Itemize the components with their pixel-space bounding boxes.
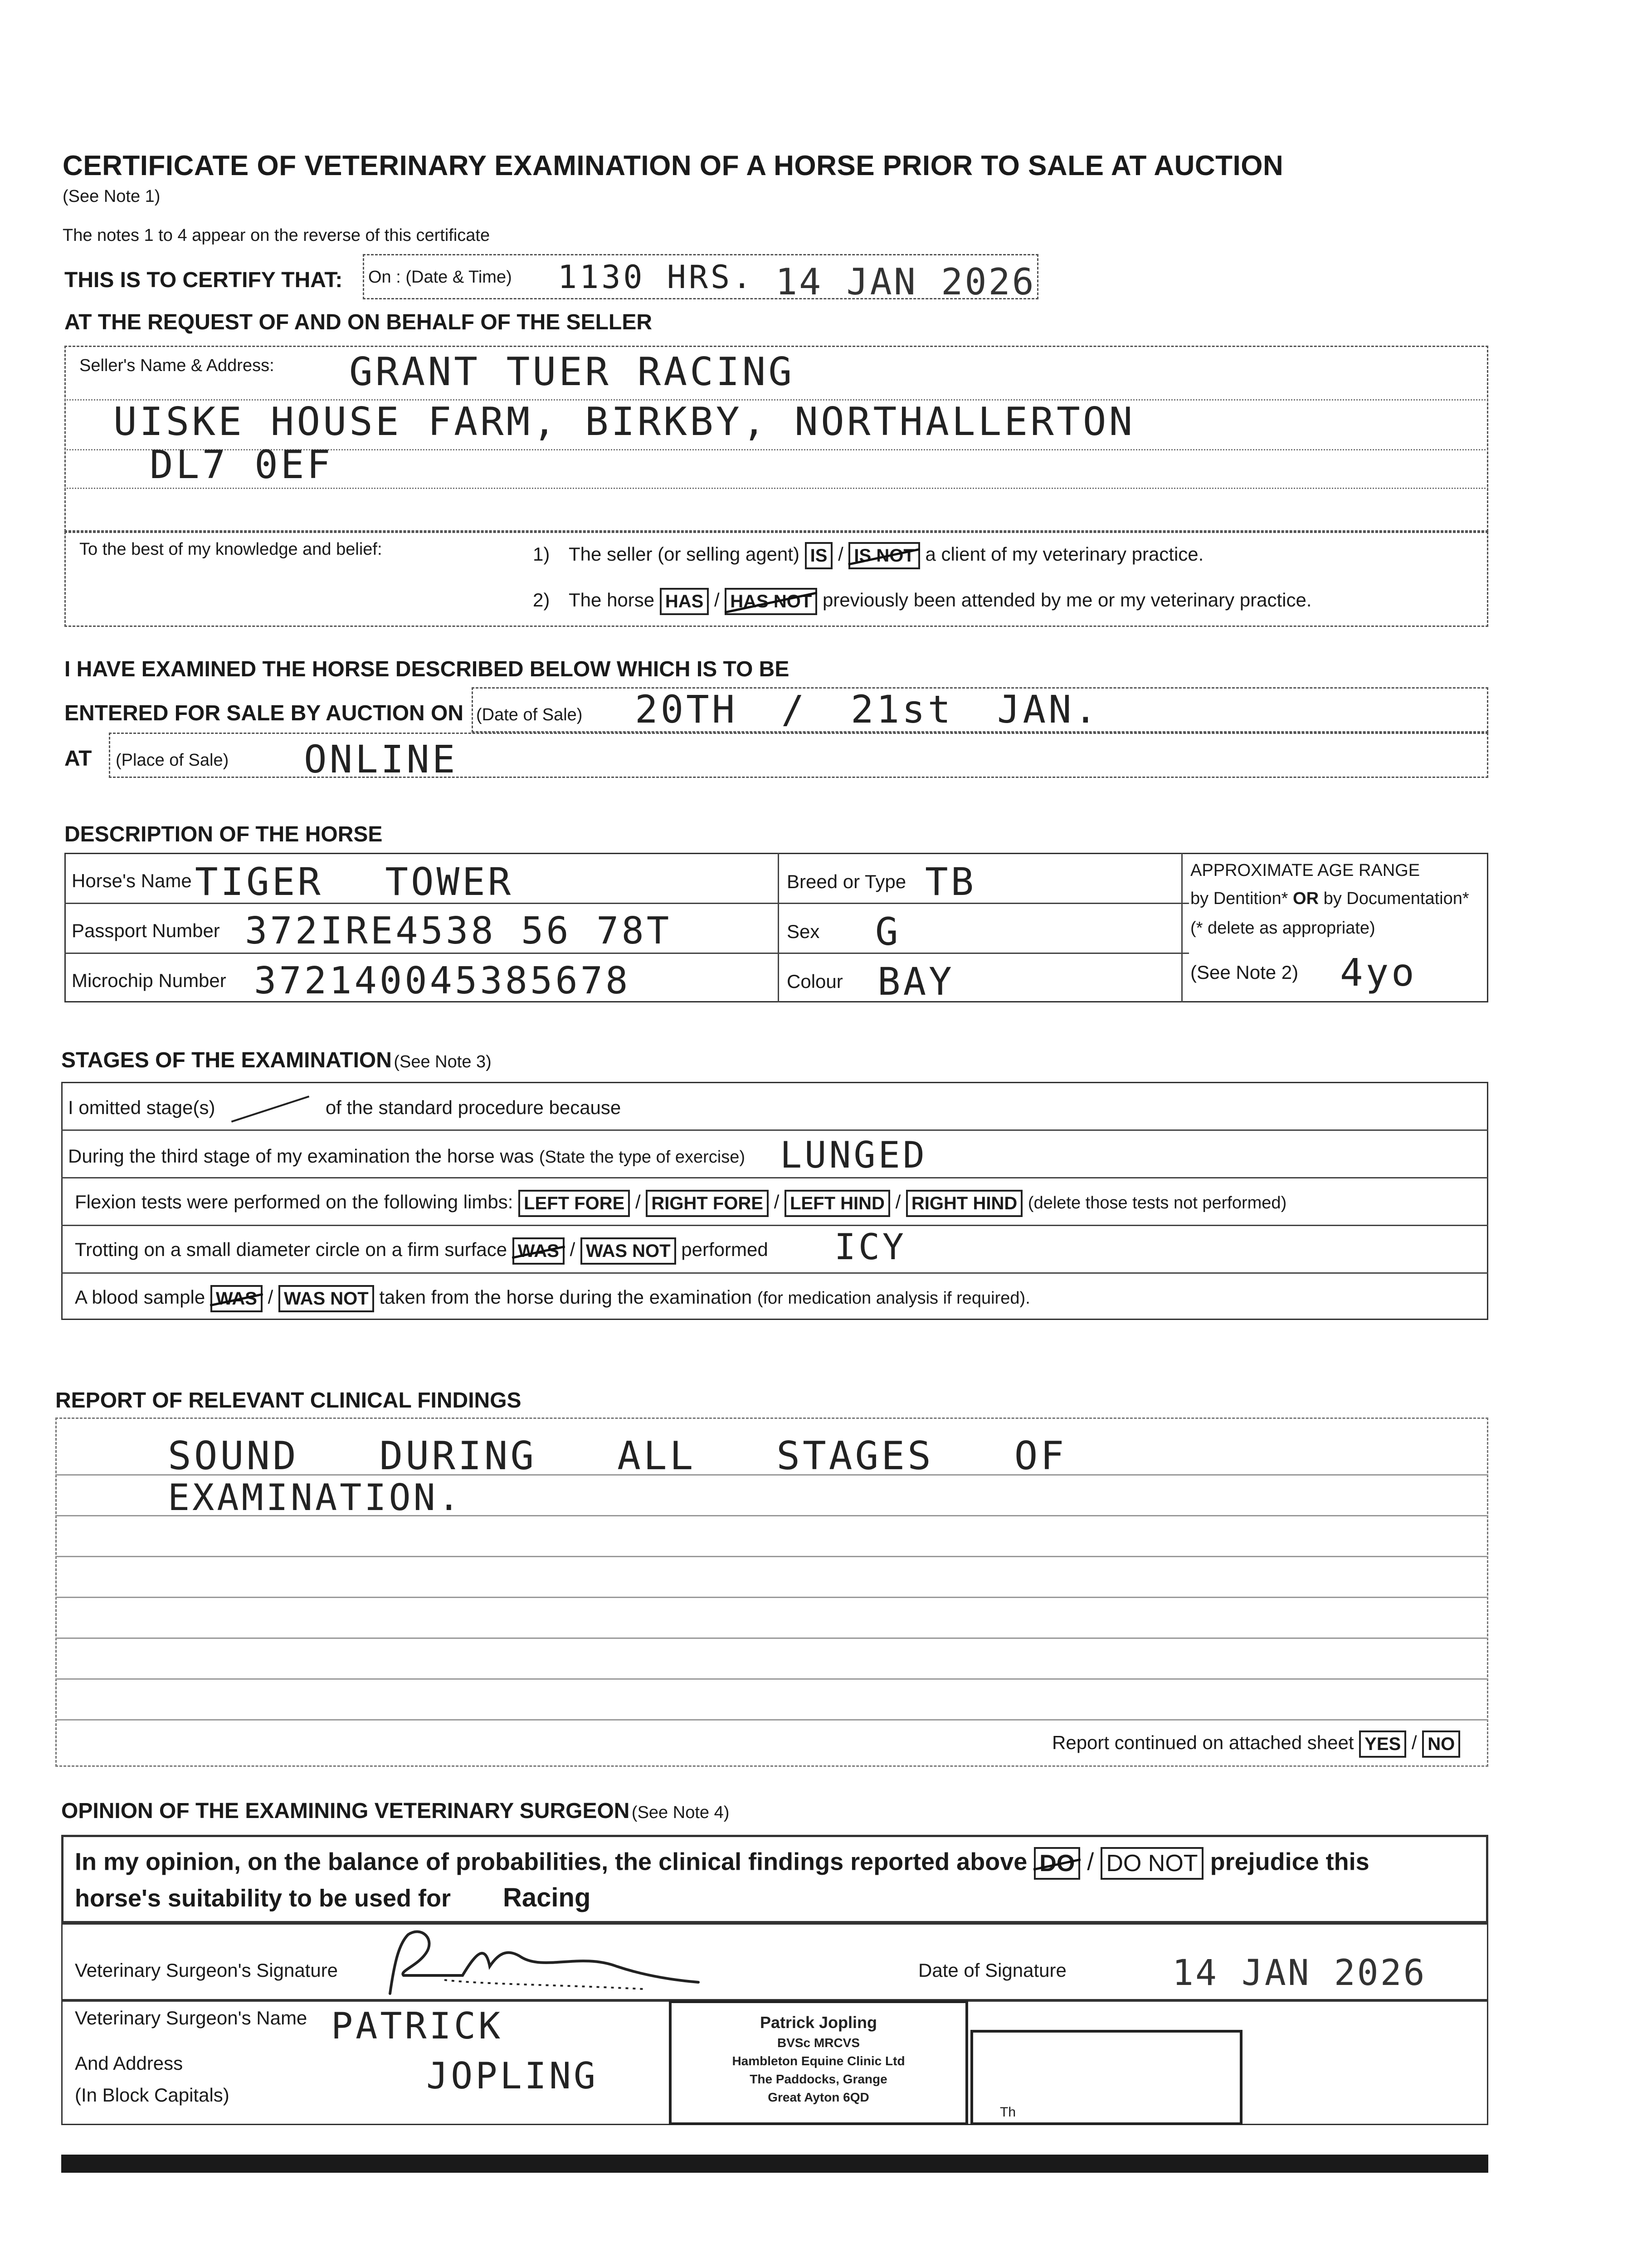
trot-row [75, 1237, 768, 1265]
age-heading: APPROXIMATE AGE RANGE [1190, 861, 1420, 880]
belief-item1-pre: The seller (or selling agent) [569, 543, 799, 565]
notes-line: The notes 1 to 4 appear on the reverse of this certificate [63, 226, 490, 245]
stamp-line5: Great Ayton 6QD [768, 2090, 869, 2104]
microchip-label: Microchip Number [72, 970, 226, 991]
belief-item1-num: 1) [533, 543, 550, 565]
option-separator: / [838, 543, 843, 565]
option-separator: / [570, 1239, 575, 1261]
third-stage-value: LUNGED [780, 1134, 927, 1176]
blood-post: taken from the horse during the examination [379, 1286, 752, 1308]
bottom-band [61, 2155, 1488, 2173]
entered-label: ENTERED FOR SALE BY AUCTION ON [64, 701, 464, 725]
on-time-value: 1130 HRS. [558, 259, 755, 296]
surgeon-name-line1: PATRICK [331, 2005, 503, 2047]
date-of-sale-value: 20TH / 21st JAN. [635, 687, 1100, 732]
report-finding-line1: SOUND DURING ALL STAGES OF [168, 1433, 1067, 1479]
blood-note: (for medication analysis if required). [757, 1289, 1030, 1308]
opinion-heading-note: (See Note 4) [631, 1803, 730, 1822]
belief-item2-num: 2) [533, 589, 550, 611]
report-finding-line2: EXAMINATION. [168, 1476, 463, 1519]
surgeon-name-label: Veterinary Surgeon's Name [75, 2007, 307, 2028]
option-is[interactable]: IS [805, 542, 833, 569]
colour-value: BAY [877, 959, 955, 1004]
age-value: 4yo [1340, 950, 1417, 995]
age-or: OR [1293, 889, 1319, 908]
option-is-not-struck[interactable]: IS NOT [848, 542, 920, 569]
option-separator: / [1411, 1732, 1417, 1754]
description-heading: DESCRIPTION OF THE HORSE [64, 822, 383, 846]
flex-right-hind[interactable]: RIGHT HIND [906, 1190, 1023, 1217]
age-by-line [1190, 889, 1469, 909]
passport-label: Passport Number [72, 920, 220, 941]
table-divider [61, 1129, 1488, 1131]
stamp-line1: Patrick Jopling [760, 2013, 877, 2032]
table-divider [61, 1225, 1488, 1226]
option-separator: / [268, 1286, 273, 1308]
third-stage-row [68, 1145, 745, 1167]
opinion-line2 [75, 1882, 590, 1913]
report-ruled-line [55, 1597, 1488, 1598]
passport-value: 372IRE4538 56 78T [245, 909, 672, 953]
horse-name-label: Horse's Name [72, 870, 192, 891]
colour-label: Colour [787, 971, 843, 992]
belief-item1-post: a client of my veterinary practice. [925, 543, 1204, 565]
table-divider [778, 853, 779, 1002]
date-of-signature-stamp: 14 JAN 2026 [1172, 1953, 1427, 1994]
stages-heading-note: (See Note 3) [394, 1052, 492, 1071]
signature-label: Veterinary Surgeon's Signature [75, 1960, 338, 1981]
see-note-1: (See Note 1) [63, 187, 161, 206]
breed-label: Breed or Type [787, 871, 906, 892]
surgeon-address-label: And Address [75, 2053, 183, 2074]
option-separator: / [714, 589, 720, 611]
flexion-pre: Flexion tests were performed on the following limbs: [75, 1191, 513, 1213]
stamp-line3: Hambleton Equine Clinic Ltd [732, 2054, 905, 2068]
opinion-text-post: prejudice this [1210, 1848, 1369, 1876]
trot-was-struck[interactable]: WAS [512, 1237, 565, 1265]
trot-pre: Trotting on a small diameter circle on a firm surface [75, 1239, 507, 1261]
belief-item-2 [533, 588, 1311, 615]
report-ruled-line [55, 1556, 1488, 1557]
belief-label: To the best of my knowledge and belief: [79, 540, 382, 559]
report-continued-label: Report continued on attached sheet [1052, 1732, 1354, 1754]
seller-line-divider [64, 488, 1488, 489]
flexion-row [75, 1190, 1286, 1217]
age-delete-note: (* delete as appropriate) [1190, 919, 1375, 938]
report-ruled-line [55, 1637, 1488, 1639]
table-divider [61, 1272, 1488, 1274]
table-divider [61, 1177, 1488, 1178]
on-date-stamp: 14 JAN 2026 [775, 261, 1036, 303]
trot-value: ICY [834, 1227, 906, 1268]
flex-left-hind[interactable]: LEFT HIND [785, 1190, 890, 1217]
omitted-stage-mark [231, 1095, 309, 1122]
at-label: AT [64, 747, 92, 771]
opinion-do-struck[interactable]: DO [1034, 1847, 1080, 1880]
place-of-sale-value: ONLINE [304, 737, 458, 782]
third-stage-pre: During the third stage of my examination the horse was [68, 1145, 534, 1167]
option-separator: / [1087, 1848, 1094, 1876]
belief-item2-post: previously been attended by me or my veterinary practice. [822, 589, 1312, 611]
report-continued-row [1052, 1730, 1460, 1758]
opinion-line1 [75, 1847, 1369, 1880]
seller-label: Seller's Name & Address: [79, 356, 274, 375]
flex-left-fore[interactable]: LEFT FORE [518, 1190, 630, 1217]
age-by-documentation: by Documentation* [1323, 889, 1469, 908]
belief-item2-pre: The horse [569, 589, 655, 611]
blood-row [75, 1285, 1030, 1312]
horse-name-value: TIGER TOWER [195, 860, 514, 904]
report-heading: REPORT OF RELEVANT CLINICAL FINDINGS [55, 1388, 521, 1413]
trot-was-not[interactable]: WAS NOT [580, 1237, 676, 1265]
age-see-note: (See Note 2) [1190, 962, 1299, 983]
place-of-sale-label: (Place of Sale) [116, 751, 229, 770]
omitted-row [68, 1097, 621, 1119]
report-ruled-line [55, 1678, 1488, 1680]
practice-stamp [669, 2000, 968, 2125]
seller-address-line2: DL7 0EF [150, 442, 333, 488]
stamp-line4: The Paddocks, Grange [750, 2072, 887, 2086]
surgeon-name-line2: JOPLING [426, 2055, 599, 2097]
examined-heading: I HAVE EXAMINED THE HORSE DESCRIBED BELOW WHICH IS TO BE [64, 657, 789, 681]
stages-heading-line [61, 1048, 492, 1073]
breed-value: TB [925, 860, 977, 904]
option-separator: / [895, 1191, 901, 1213]
belief-item-1 [533, 542, 1204, 569]
table-divider [64, 953, 1189, 954]
certify-label: THIS IS TO CERTIFY THAT: [64, 268, 343, 292]
seller-address-line1: UISKE HOUSE FARM, BIRKBY, NORTHALLERTON [113, 399, 1135, 445]
blood-was-not[interactable]: WAS NOT [278, 1285, 374, 1312]
opinion-line2-pre: horse's suitability to be used for [75, 1885, 451, 1912]
trot-post: performed [681, 1239, 768, 1261]
opinion-text-pre: In my opinion, on the balance of probabilities, the clinical findings reported above [75, 1848, 1028, 1876]
on-label: On : (Date & Time) [368, 268, 512, 287]
omitted-pre: I omitted stage(s) [68, 1097, 215, 1118]
option-has[interactable]: HAS [660, 588, 709, 615]
flexion-post: (delete those tests not performed) [1028, 1193, 1287, 1213]
opinion-use-value: Racing [503, 1883, 591, 1912]
report-continued-yes[interactable]: YES [1359, 1730, 1406, 1758]
option-separator: / [774, 1191, 780, 1213]
seller-name-value: GRANT TUER RACING [349, 349, 795, 395]
request-heading: AT THE REQUEST OF AND ON BEHALF OF THE SELLER [64, 310, 652, 334]
microchip-value: 372140045385678 [254, 959, 631, 1002]
stages-heading: STAGES OF THE EXAMINATION [61, 1048, 392, 1072]
sex-value: G [875, 909, 901, 954]
certificate-title: CERTIFICATE OF VETERINARY EXAMINATION OF A HORSE PRIOR TO SALE AT AUCTION [63, 150, 1284, 181]
report-continued-no[interactable]: NO [1422, 1730, 1460, 1758]
blood-pre: A blood sample [75, 1286, 205, 1308]
age-by-dentition: by Dentition* [1190, 889, 1288, 908]
flex-right-fore[interactable]: RIGHT FORE [646, 1190, 769, 1217]
third-stage-note: (State the type of exercise) [539, 1148, 745, 1167]
date-of-signature-label: Date of Signature [918, 1960, 1067, 1981]
report-ruled-line [55, 1719, 1488, 1721]
opinion-do-not[interactable]: DO NOT [1101, 1847, 1203, 1880]
option-has-not-struck[interactable]: HAS NOT [725, 588, 817, 615]
table-divider [1181, 853, 1183, 1002]
omitted-post: of the standard procedure because [325, 1097, 621, 1118]
opinion-heading: OPINION OF THE EXAMINING VETERINARY SURGEON [61, 1799, 630, 1823]
signature-scribble [372, 1926, 735, 1998]
surgeon-block-label: (In Block Capitals) [75, 2084, 229, 2106]
date-of-sale-label: (Date of Sale) [476, 705, 583, 724]
stamp-line2: BVSc MRCVS [777, 2036, 860, 2050]
secondary-stamp-text: Th [1000, 2105, 1016, 2120]
option-separator: / [635, 1191, 641, 1213]
blood-was-struck[interactable]: WAS [210, 1285, 263, 1312]
sex-label: Sex [787, 921, 820, 942]
opinion-heading-line [61, 1799, 729, 1823]
